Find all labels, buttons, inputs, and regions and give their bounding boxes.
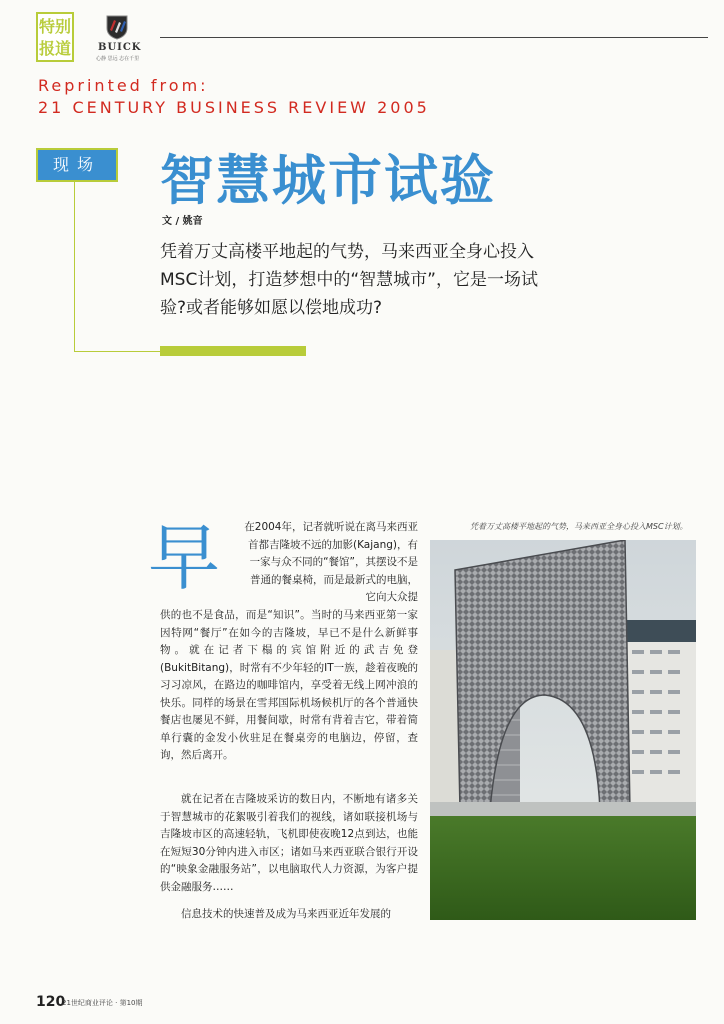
brand-tagline: 心静 思远 志在千里 (96, 56, 140, 62)
paragraph-1-continued: 供的也不是食品，而是“知识”。当时的马来西亚第一家因特网“餐厅”在如今的吉隆坡，早已不是什么新鲜事物。就在记者下榻的宾馆附近的武吉免登(BukitBitang)，时常有不少年轻的IT一族，趁着夜晚的习习凉风，在路边的咖啡馆内，享受着无线上网冲浪的快乐。同样的场景在雪邦国际机场候机厅的各个普通快餐店也屡见不鲜，用餐间歇，时常有背着吉它，带着简单行囊的金发小伙驻足在餐桌旁的电脑边，停留，查询，然后离开。 (160, 609, 418, 761)
reprint-notice-line-2: 21 CENTURY BUSINESS REVIEW 2005 (38, 98, 430, 117)
decorative-green-bar (160, 346, 306, 356)
drop-cap: 早 (148, 516, 221, 600)
paragraph-3: 信息技术的快速普及成为马来西亚近年发展的 (181, 908, 391, 920)
section-tag: 现场 (36, 148, 118, 182)
buick-shield-icon (105, 14, 129, 40)
badge-line-2: 报道 (38, 39, 71, 58)
photo-caption: 凭着万丈高楼平地起的气势，马来西亚全身心投入MSC计划。 (470, 522, 688, 531)
article-byline: 文 / 姚音 (162, 216, 203, 227)
special-report-badge (36, 12, 74, 62)
article-title: 智慧城市试验 (160, 149, 496, 212)
paragraph-2: 就在记者在吉隆坡采访的数日内，不断地有诸多关于智慧城市的花絮吸引着我们的视线，诸如联接机场与吉隆坡市区的高速轻轨，飞机即使夜晚12点到达，也能在短短30分钟内进入市区；诸如马来西亚联合银行开设的“映象金融服务站”，以电脑取代人力资源，为客户提供金融服务…… (160, 793, 418, 893)
footer-source: 21世纪商业评论 · 第10期 (62, 999, 143, 1007)
brand-name: BUICK (98, 42, 142, 53)
decorative-vertical-line (74, 182, 75, 352)
badge-line-1: 特别 (38, 17, 71, 36)
header-divider (160, 37, 708, 38)
gateway-building-photo (430, 540, 696, 920)
reprint-notice-line-1: Reprinted from: (38, 76, 209, 95)
article-lead: 凭着万丈高楼平地起的气势，马来西亚全身心投入MSC计划，打造梦想中的“智慧城市”，它是一场试验?或者能够如愿以偿地成功? (160, 242, 538, 318)
decorative-horizontal-line (74, 351, 160, 352)
paragraph-1-opening: 在2004年，记者就听说在离马来西亚首都吉隆坡不远的加影(Kajang)，有一家与众不同的“餐馆”，其摆设不是普通的餐桌椅，而是最新式的电脑，它向大众提 (244, 521, 418, 603)
page-number: 120 (36, 994, 66, 1010)
